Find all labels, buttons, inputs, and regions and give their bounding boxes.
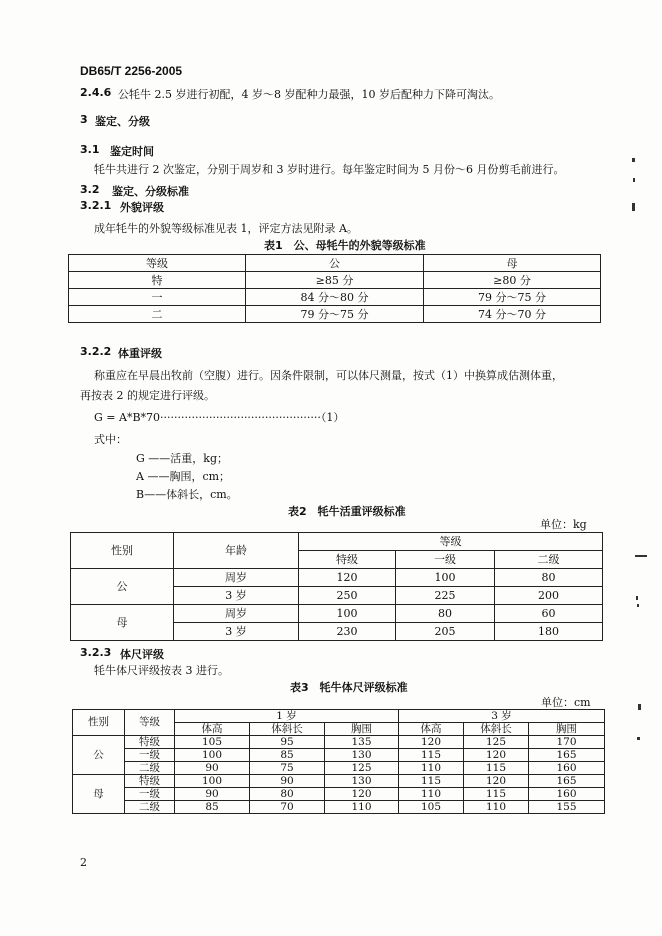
table-cell: 3 岁 <box>174 623 299 641</box>
table-row <box>73 762 605 775</box>
table-cell: 135 <box>325 736 399 749</box>
table-cell: 一级 <box>125 788 175 801</box>
table3-header-grade: 等级 <box>125 710 175 736</box>
section-3-title: 鉴定、分级 <box>95 115 150 128</box>
table2-header-grade-second: 二级 <box>495 551 603 569</box>
table-cell: 120 <box>399 736 464 749</box>
table3-header-3-year: 3 岁 <box>399 710 605 723</box>
table-cell: 120 <box>464 775 529 788</box>
table3 <box>72 709 605 814</box>
table-cell: 230 <box>299 623 396 641</box>
table-cell: 165 <box>529 775 605 788</box>
table2-header-sex: 性别 <box>71 533 174 569</box>
table-cell: 80 <box>396 605 495 623</box>
table-cell: 125 <box>464 736 529 749</box>
section-3-number: 3 <box>80 113 88 126</box>
table-cell: 80 <box>250 788 325 801</box>
table-row <box>73 801 605 814</box>
section-3-2-2-number: 3.2.2 <box>80 345 112 358</box>
table-cell: 205 <box>396 623 495 641</box>
table-row <box>69 306 601 323</box>
table-cell: 110 <box>399 788 464 801</box>
table-cell: 二 <box>69 306 246 323</box>
table3-header-body-length: 体斜长 <box>250 723 325 736</box>
table-row <box>69 272 601 289</box>
section-3-2-1-text: 成年牦牛的外貌等级标准见表 1，评定方法见附录 A。 <box>94 222 358 235</box>
table-row <box>73 736 605 749</box>
table-row <box>73 749 605 762</box>
table3-header-height: 体高 <box>399 723 464 736</box>
table-cell: 85 <box>250 749 325 762</box>
table-cell: 115 <box>464 788 529 801</box>
table-row <box>71 605 603 623</box>
table-cell: 90 <box>250 775 325 788</box>
table-cell: 110 <box>399 762 464 775</box>
section-3-2-3-text: 牦牛体尺评级按表 3 进行。 <box>94 664 229 677</box>
table-cell: 170 <box>529 736 605 749</box>
section-3-2-1-number: 3.2.1 <box>80 199 112 212</box>
section-3-2-2-text-line1: 称重应在早晨出牧前（空腹）进行。因条件限制，可以体尺测量，按式（1）中换算成估测体重， <box>94 369 563 382</box>
section-3-1-text: 牦牛共进行 2 次鉴定，分别于周岁和 3 岁时进行。每年鉴定时间为 5 月份～6 月份剪毛前进行。 <box>94 163 565 176</box>
table-cell: 130 <box>325 775 399 788</box>
table-cell: 100 <box>175 749 250 762</box>
table-cell: 100 <box>299 605 396 623</box>
table-cell: 100 <box>396 569 495 587</box>
table2-sex-female: 母 <box>71 605 174 641</box>
scan-artifact <box>633 178 635 182</box>
table-cell: 74 分～70 分 <box>424 306 601 323</box>
table2-unit: 单位：kg <box>540 518 587 531</box>
document-id: DB65/T 2256-2005 <box>80 64 183 78</box>
scan-artifact <box>632 203 635 211</box>
table-cell: 110 <box>464 801 529 814</box>
table1 <box>68 254 601 323</box>
table-cell: 105 <box>175 736 250 749</box>
table-cell: 115 <box>399 749 464 762</box>
scan-artifact <box>636 596 638 600</box>
scan-artifact <box>632 158 635 162</box>
section-3-2-1-title: 外貌评级 <box>120 201 164 214</box>
table-cell: ≥80 分 <box>424 272 601 289</box>
section-3-1-title: 鉴定时间 <box>110 145 154 158</box>
section-3-1-number: 3.1 <box>80 143 100 156</box>
scan-artifact <box>635 555 647 557</box>
scan-artifact <box>638 704 641 710</box>
table-cell: 二级 <box>125 762 175 775</box>
table-cell: ≥85 分 <box>246 272 424 289</box>
table-cell: 85 <box>175 801 250 814</box>
table-cell: 一级 <box>125 749 175 762</box>
table1-header-male: 公 <box>246 255 424 272</box>
table-cell: 180 <box>495 623 603 641</box>
table3-header-sex: 性别 <box>73 710 125 736</box>
table-cell: 250 <box>299 587 396 605</box>
table3-header-row <box>73 710 605 723</box>
table-cell: 120 <box>464 749 529 762</box>
table2-header-grade-first: 一级 <box>396 551 495 569</box>
page-number: 2 <box>80 856 87 869</box>
table-cell: 95 <box>250 736 325 749</box>
table-cell: 155 <box>529 801 605 814</box>
table-cell: 90 <box>175 788 250 801</box>
formula-where: 式中： <box>94 433 127 446</box>
table-cell: 60 <box>495 605 603 623</box>
scan-artifact <box>637 604 639 607</box>
table-cell: 3 岁 <box>174 587 299 605</box>
table3-caption: 表3 牦牛体尺评级标准 <box>290 681 408 694</box>
table3-header-height: 体高 <box>175 723 250 736</box>
table-cell: 110 <box>325 801 399 814</box>
formula-1: G = A*B*70··············································（1） <box>94 411 345 424</box>
table-cell: 200 <box>495 587 603 605</box>
table3-header-chest: 胸围 <box>325 723 399 736</box>
table-cell: 特 <box>69 272 246 289</box>
table-cell: 100 <box>175 775 250 788</box>
table2-header-age: 年龄 <box>174 533 299 569</box>
table-cell: 90 <box>175 762 250 775</box>
table-cell: 120 <box>299 569 396 587</box>
table2 <box>70 532 603 641</box>
table2-caption: 表2 牦牛活重评级标准 <box>288 505 406 518</box>
table-cell: 84 分～80 分 <box>246 289 424 306</box>
table3-unit: 单位：cm <box>541 696 591 709</box>
table-cell: 80 <box>495 569 603 587</box>
table-cell: 周岁 <box>174 569 299 587</box>
formula-var-g: G ——活重，kg； <box>136 452 228 465</box>
table-cell: 225 <box>396 587 495 605</box>
table2-header-grade-special: 特级 <box>299 551 396 569</box>
table1-header-row <box>69 255 601 272</box>
table-cell: 130 <box>325 749 399 762</box>
section-3-2-number: 3.2 <box>80 183 100 196</box>
table1-header-grade: 等级 <box>69 255 246 272</box>
table2-sex-male: 公 <box>71 569 174 605</box>
table-cell: 115 <box>464 762 529 775</box>
section-2-4-6-number: 2.4.6 <box>80 86 112 99</box>
table2-header-row <box>71 533 603 551</box>
table-cell: 105 <box>399 801 464 814</box>
table-cell: 120 <box>325 788 399 801</box>
table-cell: 160 <box>529 762 605 775</box>
table-cell: 一 <box>69 289 246 306</box>
table-cell: 70 <box>250 801 325 814</box>
table3-sex-female: 母 <box>73 775 125 814</box>
table-cell: 79 分～75 分 <box>246 306 424 323</box>
formula-var-a: A ——胸围，cm； <box>136 470 231 483</box>
table-row <box>73 775 605 788</box>
table-cell: 125 <box>325 762 399 775</box>
table-cell: 75 <box>250 762 325 775</box>
table-cell: 二级 <box>125 801 175 814</box>
section-3-2-2-title: 体重评级 <box>118 347 162 360</box>
table3-header-body-length: 体斜长 <box>464 723 529 736</box>
table3-header-chest: 胸围 <box>529 723 605 736</box>
table3-sex-male: 公 <box>73 736 125 775</box>
table-row <box>73 788 605 801</box>
section-3-2-3-title: 体尺评级 <box>120 648 164 661</box>
table-cell: 165 <box>529 749 605 762</box>
table-cell: 特级 <box>125 736 175 749</box>
table-row <box>71 569 603 587</box>
table-cell: 115 <box>399 775 464 788</box>
table1-caption: 表1 公、母牦牛的外貌等级标准 <box>264 239 426 252</box>
table-cell: 周岁 <box>174 605 299 623</box>
formula-var-b: B——体斜长，cm。 <box>136 488 238 501</box>
section-2-4-6-text: 公牦牛 2.5 岁进行初配，4 岁～8 岁配种力最强，10 岁后配种力下降可淘汰。 <box>118 88 500 101</box>
table-cell: 160 <box>529 788 605 801</box>
table1-header-female: 母 <box>424 255 601 272</box>
scan-artifact <box>637 737 640 740</box>
section-3-2-2-text-line2: 再按表 2 的规定进行评级。 <box>80 389 215 402</box>
table-row <box>69 289 601 306</box>
table2-header-grade: 等级 <box>299 533 603 551</box>
section-3-2-title: 鉴定、分级标准 <box>112 185 189 198</box>
section-3-2-3-number: 3.2.3 <box>80 646 112 659</box>
table-cell: 79 分～75 分 <box>424 289 601 306</box>
table3-header-1-year: 1 岁 <box>175 710 399 723</box>
table-cell: 特级 <box>125 775 175 788</box>
